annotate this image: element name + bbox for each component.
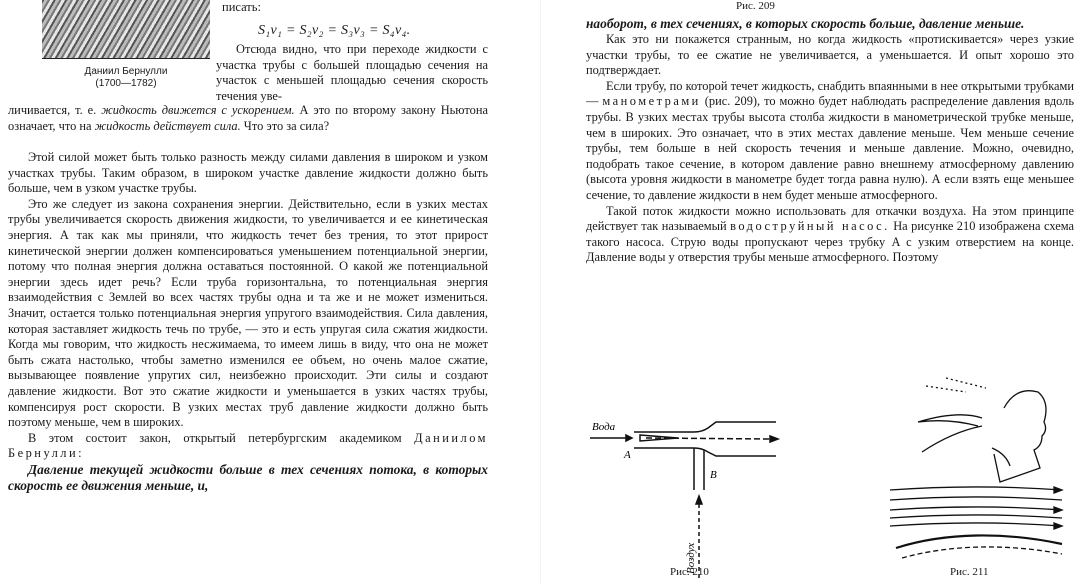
paragraph-energy-conservation: Это же следует из закона сохранения энергии. Действительно, если в узких местах трубы увеличивается скорость движения жидкости, то увеличивается и ее кинетическая энергия. А так как мы приняли, что жидкость течет без трения, то этот прирост кинетической энергии должен компенсироваться уменьшением потенциальной энергии, потому что полная энергия должна оставаться постоянной. О какой же потенциальной энергии здесь идет речь? Если труба горизонтальна, то потенциальная энергия взаимодействия с Землей во всех частях трубы одна и та же и не может измениться. Значит, остается только потенциальная энергия упругого взаимодействия. Сила давления, которая заставляет жидкость течь по трубе, — это и есть упругая сила сжатия жидкости. Когда мы говорим, что жидкость несжимаема, то имеем лишь в виду, что она не может быть сжата настолько, чтобы заметно изменился ее объем, но очень малое сжатие, вызывающее появление упругих сил, неизбежно происходит. Эти силы и создают давление жидкости. Вот это сжатие жидкости и уменьшается в узких частях трубы, компенсируя рост скорости. В узких местах труб давление жидкости должно быть поэтому меньше, чем в широких. bbox=[8, 196, 488, 430]
figure-210 bbox=[586, 408, 798, 583]
paragraph-pressure-difference: Этой силой может быть только разность между силами давления в широком и узком участках трубы. Таким образом, в широком участке давление жидкости должно быть больше, чем в узком участке трубы. bbox=[8, 150, 488, 196]
label-water: Вода bbox=[592, 421, 616, 433]
label-a: A bbox=[624, 449, 631, 461]
emphasis-acceleration: жидкость движется с ускорением. bbox=[101, 103, 295, 117]
label-air: Воздух bbox=[685, 542, 697, 574]
paragraph-continuation: личивается, т. е. жидкость движется с ускорением. А это по второму закону Ньютона означает, что на жидкость действует сила. Что это за сила? bbox=[8, 103, 488, 133]
emphasis-force: жидкость действует сила. bbox=[94, 118, 241, 133]
left-body-text bbox=[8, 150, 488, 494]
label-b: B bbox=[710, 469, 717, 481]
figure-209-caption: Рис. 209 bbox=[736, 0, 775, 12]
right-body-text bbox=[586, 16, 1074, 266]
paragraph-law-intro: В этом состоит закон, открытый петербургским академиком Даниилом Бернулли: bbox=[8, 430, 488, 461]
figure-211-caption: Рис. 211 bbox=[950, 566, 989, 578]
portrait-caption-years: (1700—1782) bbox=[95, 78, 157, 89]
bernoulli-portrait-image bbox=[42, 0, 210, 59]
paragraph-water-pump: Такой поток жидкости можно использовать для откачки воздуха. На этом принципе действует так называемый водоструйный насос. На рисунке 210 изображена схема такого насоса. Струю воды пропускают через трубку A с узким отверстием на конце. Давление воды у отверстия трубы меньше атмосферного. Поэтому bbox=[586, 203, 1074, 265]
portrait-caption-name: Даниил Бернулли bbox=[84, 66, 168, 77]
manometers-term: манометрами bbox=[602, 94, 701, 109]
boy-blowing-illustration bbox=[886, 368, 1066, 583]
water-pump-term: водоструйный насос. bbox=[730, 219, 890, 234]
water-pump-diagram bbox=[586, 408, 798, 583]
paragraph-manometers: Если трубу, по которой течет жидкость, снабдить впаянными в нее открытыми трубками — манометрами (рис. 209), то можно будет наблюдать распределение давления вдоль трубы. В узких местах трубы высота столба жидкости в манометрической трубке меньше, чем в широких. Это означает, что в этих местах давление меньше. Чем меньше сечение трубы, тем больше в ней скорость течения и меньше давление. Можно, очевидно, подобрать такое сечение, в котором давление равно внешнему атмосферному давлению (высота уровня жидкости в манометре будет тогда равна нулю). А если взять еще меньшее сечение, то давление жидкости в нем будет меньше атмосферного. bbox=[586, 78, 1074, 202]
formula-lead-text: писать: bbox=[222, 0, 261, 14]
paragraph-wrapped: Отсюда видно, что при переходе жидкости с участка трубы с большей площадью сечения на участок с меньшей площадью сечения скорость течения уве- bbox=[216, 42, 488, 103]
left-page bbox=[8, 0, 488, 583]
bernoulli-law-statement: Давление текущей жидкости больше в тех сечениях потока, в которых скорость ее движения меньше, и, bbox=[8, 461, 488, 493]
right-page bbox=[586, 0, 1074, 583]
continuity-formula: S₁v₁ = S₂v₂ = S₃v₃ = S₄v₄. bbox=[258, 23, 411, 38]
paragraph-strange-but-true: Как это ни покажется странным, но когда жидкость «протискивается» через узкие участки трубы, то ее сжатие не увеличивается, а уменьшается. И опыт хорошо это подтверждает. bbox=[586, 32, 1074, 78]
page-gutter bbox=[540, 0, 541, 583]
portrait-caption bbox=[28, 66, 224, 90]
figure-211 bbox=[886, 368, 1066, 583]
bernoulli-law-continuation: наоборот, в тех сечениях, в которых скорость больше, давление меньше. bbox=[586, 16, 1025, 31]
figure-210-caption: Рис. 210 bbox=[670, 566, 709, 578]
bernoulli-name-spaced: Даниилом Бернулли: bbox=[8, 430, 488, 461]
